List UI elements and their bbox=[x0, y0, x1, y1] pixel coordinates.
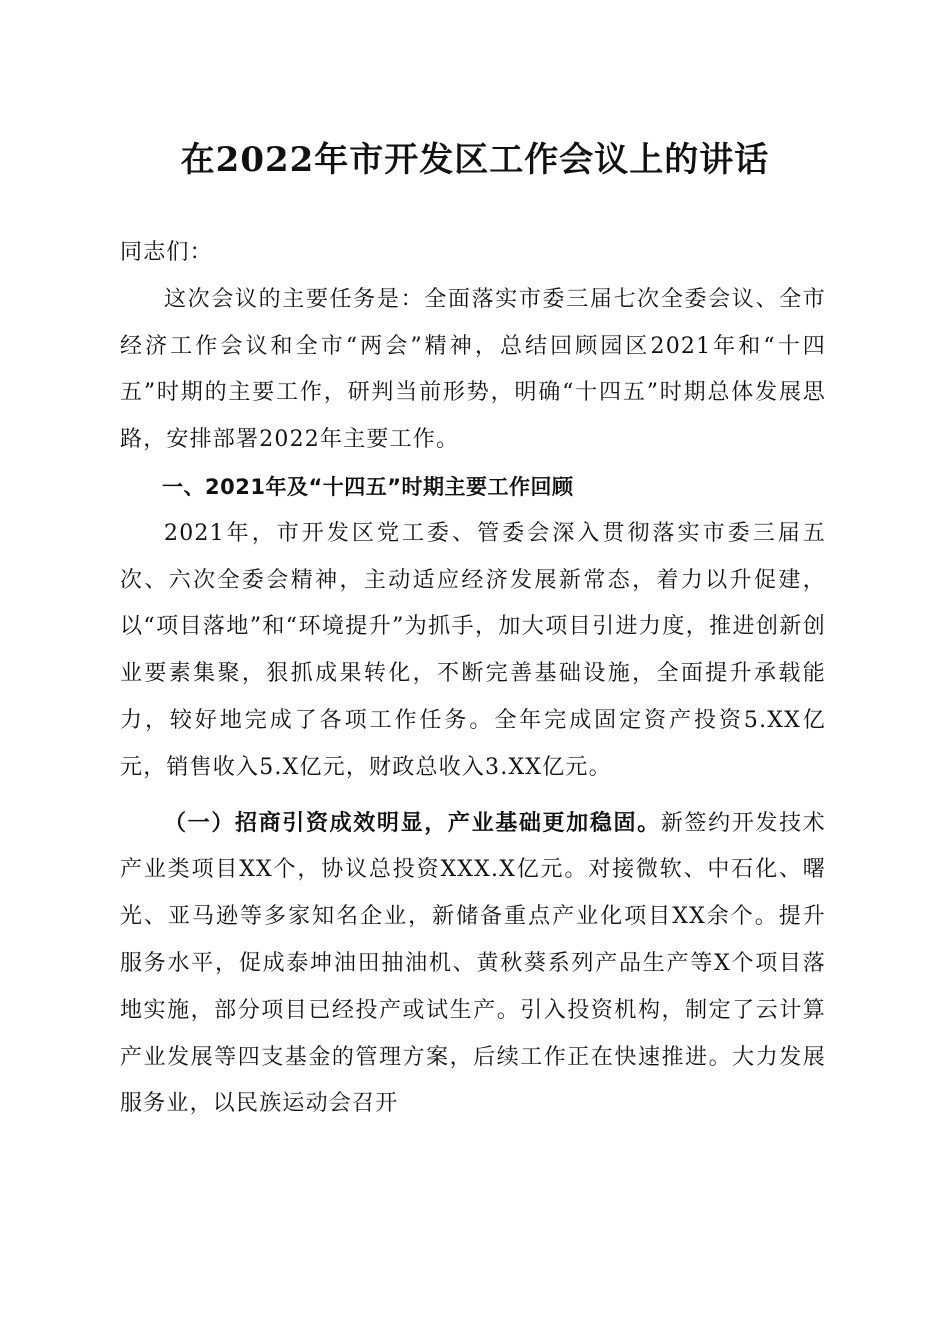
section-heading: 一、2021年及“十四五”时期主要工作回顾 bbox=[162, 474, 574, 499]
document-body bbox=[120, 230, 826, 1128]
subsection-lead: （一）招商引资成效明显，产业基础更加稳固。 bbox=[164, 809, 661, 836]
overview-paragraph: 2021年，市开发区党工委、管委会深入贯彻落实市委三届五次、六次全委会精神，主动适应经济发展新常态，着力以升促建，以“项目落地”和“环境提升”为抓手，加大项目引进力度，推进创新创业要素集聚，狠抓成果转化，不断完善基础设施，全面提升承载能力，较好地完成了各项工作任务。全年完成固定资产投资5.XX亿元，销售收入5.X亿元，财政总收入3.XX亿元。 bbox=[120, 520, 826, 780]
subsection-paragraph bbox=[120, 800, 826, 1129]
intro-paragraph: 这次会议的主要任务是：全面落实市委三届七次全委会议、全市经济工作会议和全市“两会”精神，总结回顾园区2021年和“十四五”时期的主要工作，研判当前形势，明确“十四五”时期总体发展思路，安排部署2022年主要工作。 bbox=[120, 286, 826, 453]
subsection-body: 新签约开发技术产业类项目XX个，协议总投资XXX.X亿元。对接微软、中石化、曙光、亚马逊等多家知名企业，新储备重点产业化项目XX余个。提升服务水平，促成泰坤油田抽油机、黄秋葵系列产品生产等X个项目落地实施，部分项目已经投产或试生产。引入投资机构，制定了云计算产业发展等四支基金的管理方案，后续工作正在快速推进。大力发展服务业，以民族运动会召开 bbox=[120, 810, 826, 1117]
salutation: 同志们： bbox=[120, 240, 213, 265]
page-title: 在2022年市开发区工作会议上的讲话 bbox=[180, 140, 770, 180]
